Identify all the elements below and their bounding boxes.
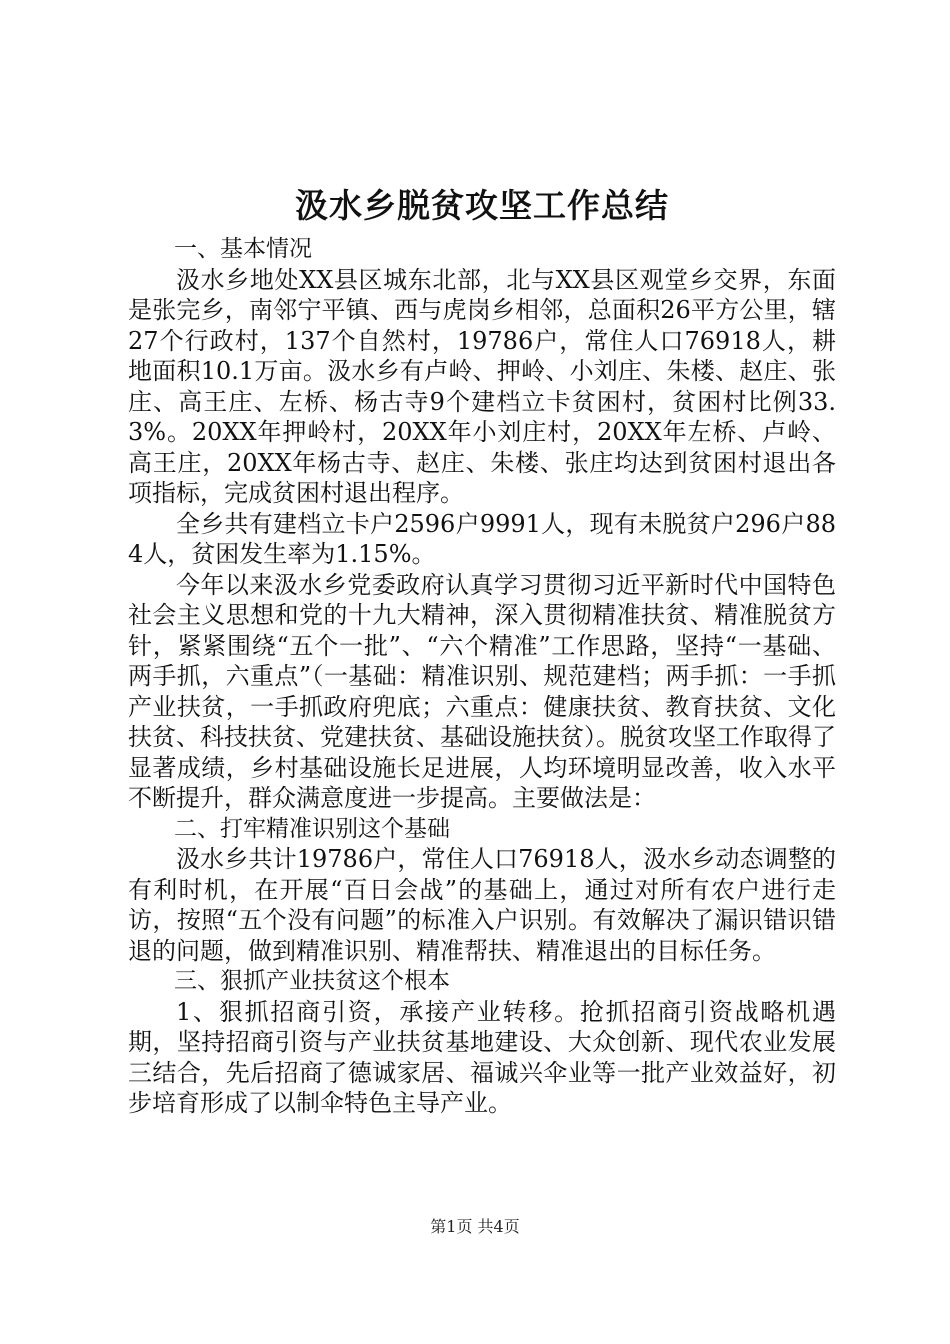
paragraph: 1、狠抓招商引资，承接产业转移。抢抓招商引资战略机遇期，坚持招商引资与产业扶贫基地建设、大众创新、现代农业发展三结合，先后招商了德诚家居、福诚兴伞业等一批产业效益好，初步培育形成了以制伞特色主导产业。 [128, 997, 836, 1117]
section-identification [128, 814, 836, 967]
paragraph: 今年以来汲水乡党委政府认真学习贯彻习近平新时代中国特色社会主义思想和党的十九大精神，深入贯彻精准扶贫、精准脱贫方针，紧紧围绕“五个一批”、“六个精准”工作思路，坚持“一基础、两手抓，六重点”（一基础：精准识别、规范建档；两手抓：一手抓产业扶贫，一手抓政府兜底；六重点：健康扶贫、教育扶贫、文化扶贫、科技扶贫、党建扶贫、基础设施扶贫）。脱贫攻坚工作取得了显著成绩，乡村基础设施长足进展，人均环境明显改善，收入水平不断提升，群众满意度进一步提高。主要做法是： [128, 570, 836, 812]
section-industry [128, 966, 836, 1119]
page-number: 第1页 共4页 [430, 1217, 520, 1236]
document-title: 汲水乡脱贫攻坚工作总结 [295, 186, 669, 225]
paragraph: 汲水乡共计19786户，常住人口76918人，汲水乡动态调整的有利时机，在开展“百日会战”的基础上，通过对所有农户进行走访，按照“五个没有问题”的标准入户识别。有效解决了漏识错识错退的问题，做到精准识别、精准帮扶、精准退出的目标任务。 [128, 845, 836, 965]
paragraph: 汲水乡地处XX县区城东北部，北与XX县区观堂乡交界，东面是张完乡，南邻宁平镇、西与虎岗乡相邻，总面积26平方公里，辖27个行政村，137个自然村，19786户，常住人口76918人，耕地面积10.1万亩。汲水乡有卢岭、押岭、小刘庄、朱楼、赵庄、张庄、高王庄、左桥、杨古寺9个建档立卡贫困村，贫困村比例33.3%。20XX年押岭村，20XX年小刘庄村，20XX年左桥、卢岭、高王庄，20XX年杨古寺、赵庄、朱楼、张庄均达到贫困村退出各项指标，完成贫困村退出程序。 [128, 265, 836, 507]
paragraph: 全乡共有建档立卡户2596户9991人，现有未脱贫户296户884人，贫困发生率为1.15%。 [128, 509, 836, 568]
page-footer [0, 1216, 950, 1238]
section-basic-info [128, 234, 836, 814]
document-page [128, 180, 836, 1119]
section-heading: 二、打牢精准识别这个基础 [174, 815, 450, 842]
section-heading: 一、基本情况 [174, 236, 312, 262]
section-heading: 三、狠抓产业扶贫这个根本 [174, 968, 450, 994]
